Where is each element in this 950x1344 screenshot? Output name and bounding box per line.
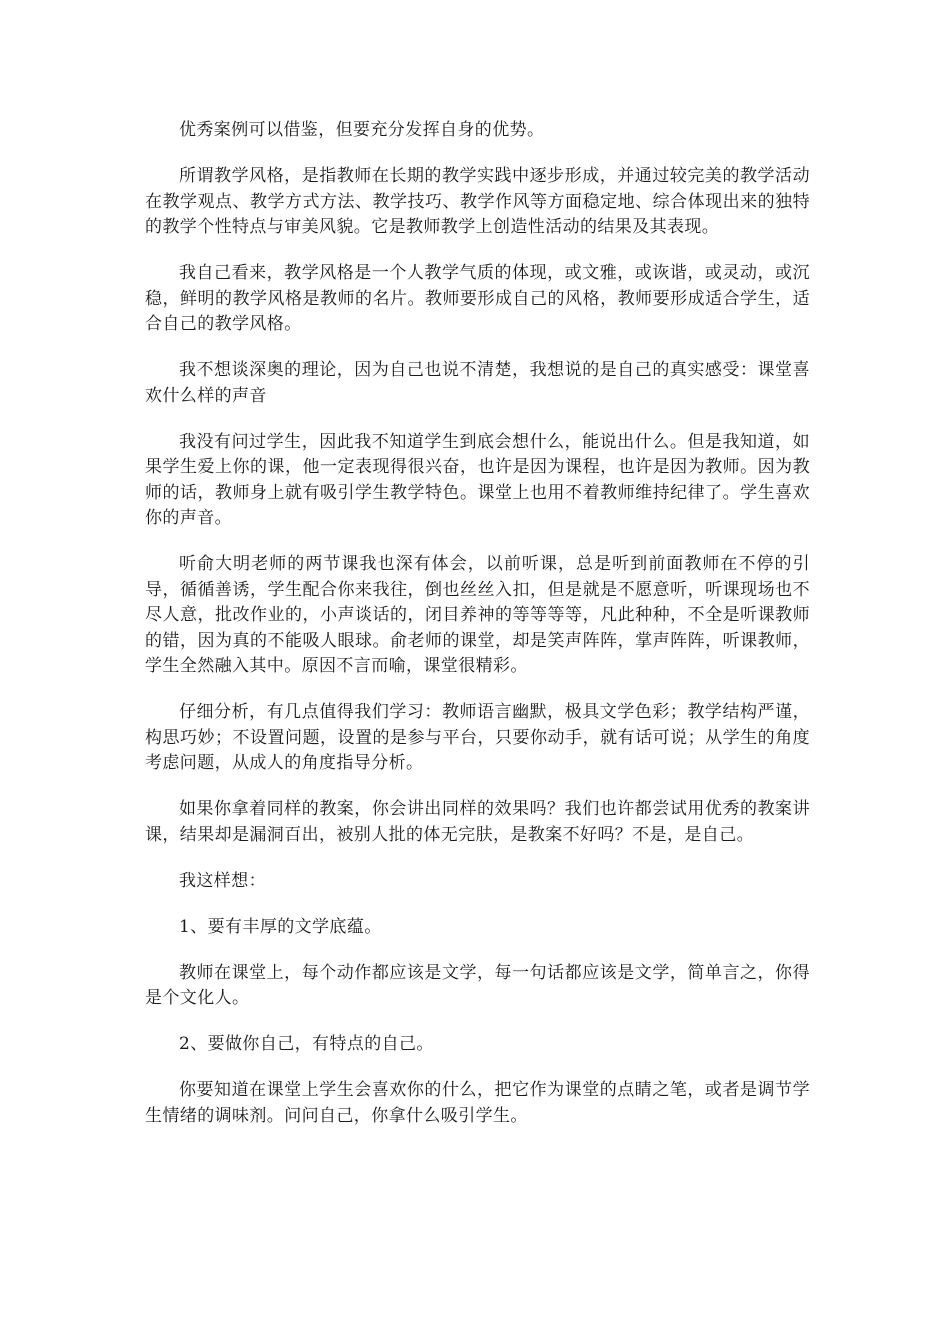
paragraph-8: 如果你拿着同样的教案，你会讲出同样的效果吗？我们也许都尝试用优秀的教案讲课，结果却是漏洞百出，被别人批的体无完肤，是教案不好吗？不是，是自己。 [145,799,810,845]
paragraph-1: 优秀案例可以借鉴，但要充分发挥自身的优势。 [179,120,545,140]
paragraph-5: 我没有问过学生，因此我不知道学生到底会想什么，能说出什么。但是我知道，如果学生爱上你的课，他一定表现得很兴奋，也许是因为课程，也许是因为教师。因为教师的话，教师身上就有吸引学生教学特色。课堂上也用不着教师维持纪律了。学生喜欢你的声音。 [145,431,810,528]
paragraph-7: 仔细分析，有几点值得我们学习：教师语言幽默，极具文学色彩；教学结构严谨，构思巧妙；不设置问题，设置的是参与平台，只要你动手，就有话可说；从学生的角度考虑问题，从成人的角度指导分析。 [145,702,810,773]
paragraph-11: 你要知道在课堂上学生会喜欢你的什么，把它作为课堂的点睛之笔，或者是调节学生情绪的调味剂。问问自己，你拿什么吸引学生。 [145,1080,810,1126]
paragraph-6: 听俞大明老师的两节课我也深有体会，以前听课，总是听到前面教师在不停的引导，循循善诱，学生配合你来我往，倒也丝丝入扣，但是就是不愿意听，听课现场也不尽人意，批改作业的，小声谈话的，闭目养神的等等等等，凡此种种，不全是听课教师的错，因为真的不能吸人眼球。俞老师的课堂，却是笑声阵阵，掌声阵阵，听课教师，学生全然融入其中。原因不言而喻，课堂很精彩。 [145,554,810,676]
document-body [145,118,810,1150]
paragraph-2: 所谓教学风格，是指教师在长期的教学实践中逐步形成，并通过较完美的教学活动在教学观点、教学方式方法、教学技巧、教学作风等方面稳定地、综合体现出来的独特的教学个性特点与审美风貌。它是教师教学上创造性活动的结果及其表现。 [145,166,810,237]
list-item-2-heading: 2、要做你自己，有特点的自己。 [179,1034,434,1054]
paragraph-10: 教师在课堂上，每个动作都应该是文学，每一句话都应该是文学，简单言之，你得是个文化人。 [145,962,810,1008]
paragraph-4: 我不想谈深奥的理论，因为自己也说不清楚，我想说的是自己的真实感受：课堂喜欢什么样的声音 [145,360,810,406]
list-item-1-heading: 1、要有丰厚的文学底蕴。 [179,916,382,937]
paragraph-3: 我自己看来，教学风格是一个人教学气质的体现，或文雅，或诙谐，或灵动，或沉稳，鲜明的教学风格是教师的名片。教师要形成自己的风格，教师要形成适合学生，适合自己的教学风格。 [145,263,810,334]
paragraph-9: 我这样想： [179,870,266,891]
